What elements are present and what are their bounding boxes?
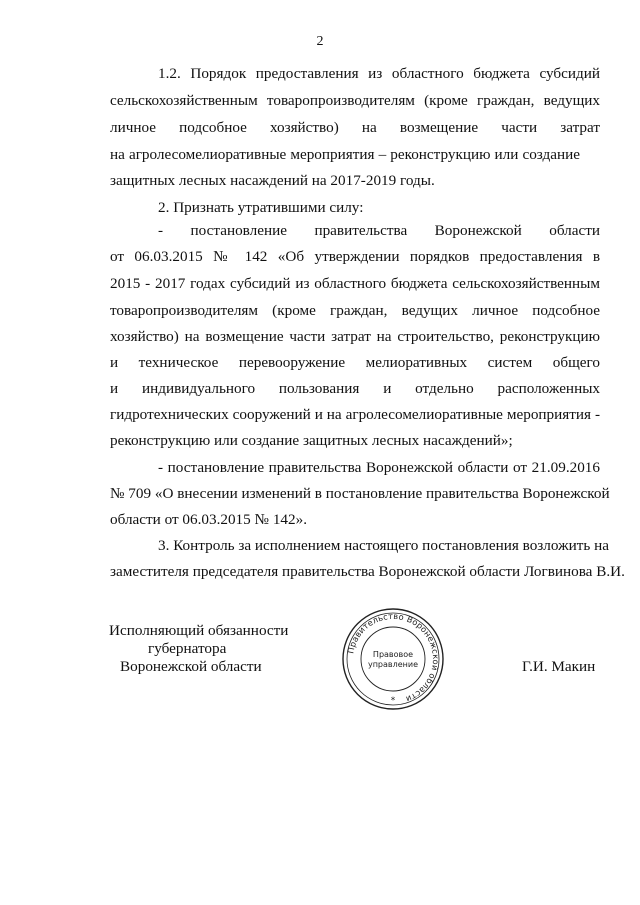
paragraph-line: от 06.03.2015 № 142 «Об утверждении порядков предоставления в [110, 248, 600, 265]
paragraph-line: и индивидуального пользования и отдельно расположенных [110, 380, 600, 397]
paragraph-line: и техническое перевооружение мелиоративных систем общего [110, 354, 600, 371]
signer-position: Исполняющий обязанности [109, 622, 289, 639]
paragraph-line: - постановление правительства Воронежской области от 21.09.2016 [158, 459, 600, 476]
paragraph-line: - постановление правительства Воронежской области [158, 222, 600, 239]
paragraph-line: 2015 - 2017 годах субсидий из областного бюджета сельскохозяйственным [110, 275, 600, 292]
official-seal [341, 607, 445, 711]
signer-position: губернатора [148, 640, 227, 657]
paragraph-line: области от 06.03.2015 № 142». [110, 511, 307, 528]
paragraph-line: на агролесомелиоративные мероприятия – реконструкцию или создание [110, 146, 580, 163]
paragraph-line: хозяйство) на возмещение части затрат на строительство, реконструкцию [110, 328, 600, 345]
paragraph-line: 2. Признать утратившими силу: [158, 199, 364, 216]
seal-star: * [390, 696, 396, 706]
paragraph-line: личное подсобное хозяйство) на возмещение части затрат [110, 119, 600, 136]
seal-ring-text: Правительство Воронежской области [345, 610, 442, 705]
seal-center-text: Правовое [372, 650, 414, 659]
paragraph-line: 3. Контроль за исполнением настоящего постановления возложить на [158, 537, 609, 554]
page-number: 2 [316, 34, 324, 49]
signer-position: Воронежской области [120, 658, 262, 675]
signer-name: Г.И. Макин [522, 658, 596, 675]
paragraph-line: № 709 «О внесении изменений в постановление правительства Воронежской [110, 485, 610, 502]
paragraph-line: товаропроизводителям (кроме граждан, ведущих личное подсобное [110, 302, 600, 319]
paragraph-line: 1.2. Порядок предоставления из областного бюджета субсидий [158, 65, 600, 82]
paragraph-line: заместителя председателя правительства Воронежской области Логвинова В.И. [110, 563, 625, 580]
seal-center-text: управление [367, 660, 419, 669]
paragraph-line: защитных лесных насаждений на 2017-2019 годы. [110, 172, 435, 189]
paragraph-line: сельскохозяйственным товаропроизводителям (кроме граждан, ведущих [110, 92, 600, 109]
paragraph-line: гидротехнических сооружений и на агролесомелиоративные мероприятия - [110, 406, 600, 423]
paragraph-line: реконструкцию или создание защитных лесных насаждений»; [110, 432, 513, 449]
